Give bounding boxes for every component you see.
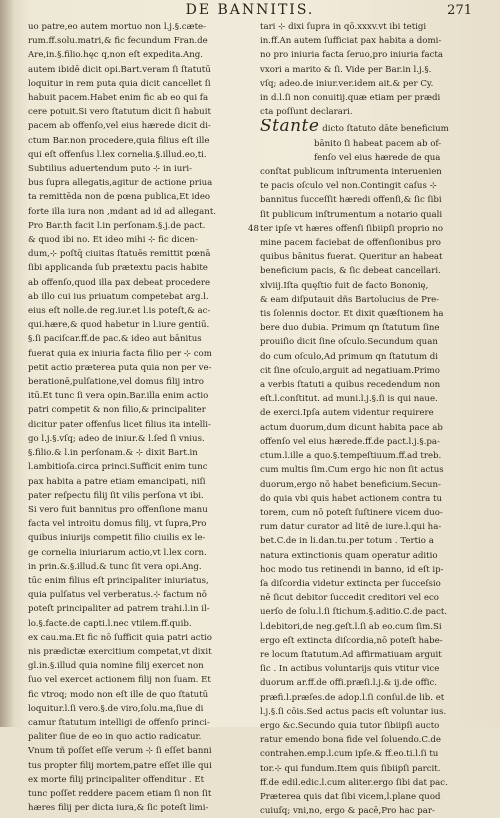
left-column-line: ex cau.ma.Et fic nō ſufficit quia patri actio	[28, 632, 212, 643]
right-column-line: Præterea quis dat ſibi vicem,l.plane quod	[260, 791, 441, 802]
left-column-line: petit actio præterea puta quia non per ve-	[28, 362, 212, 373]
left-column-line: rum.ff.solu.matri,& fic fecundum Fran.de	[28, 36, 208, 47]
left-column-line: go l.j.§.vſq; adeo de iniur.& l.ſed ſi vnius.	[28, 433, 205, 444]
right-column-line: tari ⊹ dixi ſupra in qō.xxxv.vt ibi tetigi	[260, 22, 427, 32]
left-column-line: uo patre,eo autem mortuo non l.j.§.cæte-	[28, 22, 207, 32]
left-column-line: bus ſupra allegatis,agitur de actione priua	[28, 178, 213, 189]
left-column-line: facta vel introitu domus filij, vt ſupra,Pro	[28, 519, 207, 530]
left-column-line: camur ſtatutum intelligi de offenſo princi-	[28, 717, 210, 728]
running-head	[0, 2, 500, 20]
left-column-line: berationē,pulſatione,vel domus filij intro	[28, 377, 204, 388]
right-column-line: ſit publicum inſtrumentum a notario quali	[260, 209, 443, 220]
right-column-line: beneficium pacis, & ſic debeat cancellari.	[260, 266, 441, 277]
right-column-line: vſq; adeo.de iniur.ver.idem ait.& per Cy.	[260, 78, 434, 89]
left-column-line: in prin.&.§.illud.& tunc ſit vera opi.Ang.	[28, 561, 202, 572]
right-column-line: ſic . In actibus voluntarijs quis vtitur vice	[260, 664, 440, 675]
left-column-line: quia pulſatus vel verberatus.⊹ factum nō	[28, 590, 207, 601]
right-column-line: bere duo dubia. Primum qn ſtatutum ſine	[260, 323, 440, 334]
right-column-line: a verbis ſtatuti a quibus recedendum non	[260, 380, 441, 391]
right-column-line: bānito ſi habeat pacem ab of-	[314, 138, 442, 149]
left-column-line: hæres filij per dicta iura,& ſic poteſt limi-	[28, 803, 209, 814]
right-column-line: offenſo vel eius hærede.ff.de pact.l.j.§.pa-	[260, 436, 440, 447]
left-column-line: ctum Bar.non procedere,quia filius eſt ille	[28, 135, 210, 146]
right-column-line: do quia vbi quis habet actionem contra tu	[260, 493, 442, 504]
right-column-line: quibus bānitus fuerat. Queritur an habeat	[260, 252, 443, 263]
right-column-line: contrahen.emp.l.cum ipſe.& ff.eo.ti.l.ſi tu	[260, 749, 439, 760]
left-column-line: fic vtroq; modo non eſt ille de quo ſtatutū	[28, 689, 209, 700]
left-column-line: ge cornelia iniuriarum actio,vt l.lex corn.	[28, 547, 207, 558]
left-column-line: ſibi applicanda ſub prætextu pacis habite	[28, 263, 208, 274]
right-column-line: prouiſio dicit ſine oſculo.Secundum quan	[260, 337, 438, 348]
left-column-line: pax habita a patre etiam emancipati, niſi	[28, 476, 206, 487]
left-column	[28, 20, 252, 815]
right-column-line: cit ſine oſculo,arguit ad negatiuam.Primo	[260, 365, 440, 376]
left-column-line: qui eſt offenſus l.lex cornelia.§.illud.eo,ti.	[28, 149, 207, 160]
right-column-line: cta poſſunt declarari.	[260, 107, 353, 118]
right-column-line: ter ipſe vt hæres offenſi ſibiipſi proprio no	[260, 223, 444, 234]
left-column-line: loquitur in rem puta quia dicit cancellet ſi	[28, 78, 211, 89]
right-column-line: xlviij.Iſta quęſtio fuit de facto Bononię,	[260, 280, 429, 291]
marginal-number: 48	[248, 224, 259, 234]
section-initial-word: Stante	[260, 119, 320, 137]
right-column-line: in d.l.ſi non conuitij.quæ etiam per prædi	[260, 93, 441, 104]
left-column-line: quibus iniurijs competit filio ciuilis ex le-	[28, 533, 206, 544]
right-column-line	[260, 119, 478, 136]
left-column-line: pacem ab offenſo,vel eius hærede dicit di-	[28, 121, 211, 132]
right-column-line: conſtat publicum inſtrumenta interuenien	[260, 167, 442, 178]
left-column-line: Pro Bar.th facit l.in perſonam.§.j.de pact.	[28, 220, 206, 231]
left-column-line: tunc poſſet reddere pacem etiam ſi non ſit	[28, 788, 212, 799]
right-column-line: eſt.l.conſtitut. ad muni.l.j.§.ſi is qui naue.	[260, 394, 438, 405]
left-column-line: qui.hære,& quod habetur in l.iure gentiū.	[28, 320, 210, 331]
right-column-line: re locum ſtatutum.Ad affirmatiuam arguit	[260, 649, 442, 660]
right-column-line: ctum.l.ille a quo.§.tempeſtiuum.ff.ad treb.	[260, 451, 442, 462]
spine-shadow	[0, 0, 14, 727]
right-column-line: ergo eſt extincta diſcordia,nō poteſt habe-	[260, 635, 443, 646]
left-column-line: dum,⊹ poſtq̄ ciuitas ſtatuēs remittit pœnā	[28, 249, 211, 260]
right-column-line: natura extinctionis quam operatur aditio	[260, 550, 438, 561]
right-column-line: mine pacem faciebat de offenſionibus pro	[260, 238, 441, 249]
right-column-line: ſa diſcordia videtur extincta per ſucceſsio	[260, 578, 441, 589]
running-title: DE BANNITIS.	[185, 2, 315, 18]
right-column-line: l.debitori,de neg.geſt.l.ſi ab eo.cum ſim.Si	[260, 621, 442, 632]
left-column-line: ab offenſo,quod illa pax debeat procedere	[28, 277, 211, 288]
left-column-line: tus propter filij mortem,patre eſſet ille qui	[28, 760, 212, 771]
right-column-line: torem, cum nō poteſt ſuſtinere vicem duo-	[260, 507, 443, 518]
left-column-line: poteſt principaliter ad patrem trahi.l.in il-	[28, 604, 210, 615]
right-column-line: actum duorum,dum dicunt habita pace ab	[260, 422, 443, 433]
left-column-line: gl.in.§.illud quia nomine filij exercet non	[28, 661, 204, 672]
left-column-line: ta remittēda non de pœna publica,Et ideo	[28, 192, 211, 203]
left-column-line: paliter ſiue de eo in quo actio radicatur.	[28, 732, 202, 743]
left-column-line: Subtilius aduertendum puto ⊹ in iuri-	[28, 164, 193, 175]
right-column-line: vxori a marito & ſi. Vide per Bar.in l.j.§.	[260, 64, 432, 75]
right-column-line: fenſo vel eius hærede de qua	[314, 152, 441, 163]
left-column-line: Si vero fuit bannitus pro offenſione manu	[28, 504, 208, 515]
right-column-line: cum multis ſim.Cum ergo hic non ſit actus	[260, 465, 444, 476]
left-column-line: autem ibidē dicit opi.Bart.veram ſi ſtatutū	[28, 64, 211, 75]
section-opening-text: dicto ſtatuto dāte beneficium	[322, 124, 449, 135]
left-column-line: §.filio.& l.in perſonam.& ⊹ dixit Bart.in	[28, 448, 198, 459]
right-column-line: bet.C.de in li.dan.tu.per totum . Tertio a	[260, 536, 434, 547]
right-column-line: præfi.l.præſes.de adop.l.ſi conſul.de lib. et	[260, 692, 445, 703]
left-column-line: eius eſt nolle.de reg.iur.et l.is poteſt,& ac-	[28, 306, 211, 317]
left-column-line: Are,in.§.filio.hęc q,non eſt expedita.Ang.	[28, 50, 204, 61]
left-column-line: nis prædictæ exercitium competat,vt dixit	[28, 646, 212, 657]
left-column-line: lo.§.facte.de capti.l.nec vtilem.ff.quib.	[28, 618, 192, 629]
left-column-line: fuerat quia ex iniuria facta filio per ⊹ com	[28, 348, 212, 359]
left-column-line: ab illo cui ius priuatum competebat arg.l.	[28, 291, 209, 302]
left-column-line: l.ambitioſa.circa princi.Sufficit enim tunc	[28, 462, 208, 473]
right-column-line: ff.de edil.edic.l.cum aliter.ergo ſibi dat pac.	[260, 777, 448, 788]
right-column-line: & eam diſputauit dñs Bartolucius de Pre-	[260, 294, 440, 305]
left-column-line: habuit pacem.Habet enim fic ab eo qui fa	[28, 93, 209, 104]
right-column-line: cuiuſq; vni,no, ergo & pacē,Pro hac par-	[260, 806, 435, 817]
left-column-line: pater reſpectu filij ſit vilis perſona vt ibi.	[28, 490, 204, 501]
page-number: 271	[447, 3, 472, 18]
right-column-line: te pacis oſculo vel non.Contingit caſus ⊹	[260, 181, 437, 192]
right-column-line: duorum ar.ff.de offi.præſi.l.j.& ij.de offic.	[260, 678, 438, 689]
right-column-line: ratur emendo bona fide vel ſoluendo.C.de	[260, 735, 441, 746]
left-column-line: §.ſi paciſcar.ff.de pac.& ideo aut bānitus	[28, 334, 202, 345]
left-column-line: Vnum tñ poſſet eſſe verum ⊹ ſi eſſet banni	[28, 746, 212, 757]
right-column-line: de exerci.Ipſa autem videntur requirere	[260, 408, 434, 419]
right-column-line: tis ſolennis doctor. Et dixit quæſtionem ha	[260, 309, 444, 320]
right-column-line: hoc modo tus retinendi in banno, id eſt ip-	[260, 564, 444, 575]
left-column-line: & quod ibi no. Et ideo mihi ⊹ fic dicen-	[28, 235, 198, 246]
left-column-line: cere potuit.Si vero ſtatutum dicit ſi habuit	[28, 107, 211, 118]
right-column	[260, 20, 478, 818]
left-column-line: tūc enim filius eſt principaliter iniuriatus,	[28, 575, 209, 586]
left-column-line: dicitur pater offenſus licet filius ita intelli-	[28, 419, 211, 430]
left-column-line: itū.Et tunc ſi vera opin.Bar.illa enim actio	[28, 391, 209, 402]
right-column-line: bannitus ſucceſſit hæredi offenſi,& ſic ſibi	[260, 195, 442, 206]
left-column-line: forte illa iura non ,mdant ad id ad allegant.	[28, 206, 217, 217]
right-column-line: in.ff.An autem ſufficiat pax habita a domi-	[260, 36, 442, 47]
left-column-line: ſuo vel exercet actionem filij non ſuam. Et	[28, 675, 211, 686]
left-column-line: ex morte filij principaliter offenditur . Et	[28, 774, 205, 785]
right-column-line: ergo &c.Secundo quia tutor ſibiipſi aucto	[260, 720, 440, 731]
right-column-line: duorum,ergo nō habet beneficium.Secun-	[260, 479, 441, 490]
right-column-line: no pro iniuria facta ſeruo,pro iniuria facta	[260, 50, 443, 61]
right-column-line: tor.⊹ qui fundum.Item quis ſibiipſi parcit.	[260, 763, 441, 774]
right-column-line: l.j.§.ſi cōis.Sed actus pacis eſt voluntar ius.	[260, 706, 447, 717]
right-column-line: uerſo de ſolu.l.ſi ſtichum.§.aditio.C.de pact.	[260, 607, 448, 618]
left-column-line: loquitur.l.ſi vero.§.de viro,ſolu.ma,ſiue di	[28, 703, 204, 714]
right-column-line: nē ſicut debitor ſuccedit creditori vel eco	[260, 593, 439, 604]
right-column-line: rum datur curator ad litē de iure.l.qui ha-	[260, 522, 442, 533]
left-column-line: patri competit & non filio,& principaliter	[28, 405, 206, 416]
right-column-line: do cum oſculo,Ad primum qn ſtatutum di	[260, 351, 438, 362]
